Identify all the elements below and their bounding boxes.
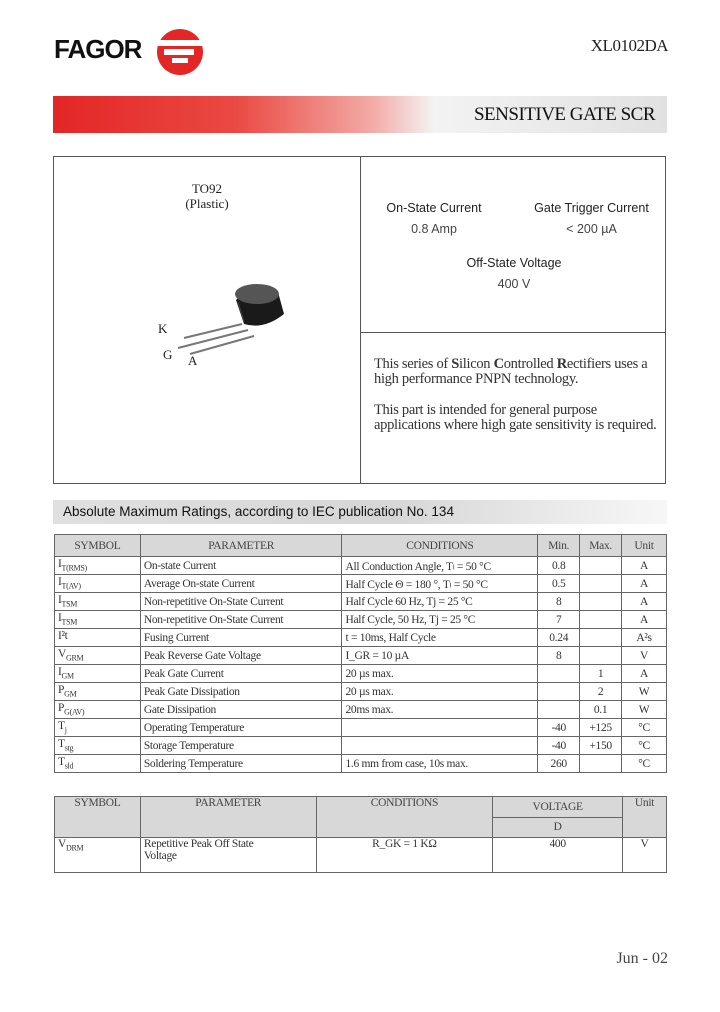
off-state-value: 400 V	[497, 277, 531, 291]
ratings-cell-conditions: Half Cycle, 50 Hz, Tj = 25 °C	[342, 611, 538, 629]
ratings-cell-min: 0.24	[538, 629, 580, 647]
pin-a-label: A	[188, 353, 198, 368]
symbol-main: I	[58, 612, 62, 625]
ratings-cell-max	[580, 575, 622, 593]
ratings-cell-parameter: Fusing Current	[140, 629, 342, 647]
ratings-cell-unit: °C	[622, 737, 667, 755]
ratings-cell-parameter: Storage Temperature	[140, 737, 342, 755]
ratings-cell-conditions: Half Cycle 60 Hz, Tj = 25 °C	[342, 593, 538, 611]
brand-logo-text: FAGOR	[54, 34, 142, 64]
pin-k-label: K	[158, 321, 168, 336]
ratings-cell-parameter: Peak Gate Dissipation	[140, 683, 342, 701]
desc-bold-s: S	[451, 356, 460, 372]
ratings-row	[55, 737, 667, 755]
ratings-cell-conditions: Half Cycle Θ = 180 °, Tₗ = 50 °C	[342, 575, 538, 593]
ratings-cell-conditions: 20ms max.	[342, 701, 538, 719]
ratings-cell-parameter: Operating Temperature	[140, 719, 342, 737]
off-state-label: Off-State Voltage	[466, 256, 562, 270]
symbol-sub: TSM	[61, 617, 78, 627]
ratings-cell-max	[580, 755, 622, 773]
ratings-cell-conditions: 20 µs max.	[342, 683, 538, 701]
v-conditions: R_GK = 1 KΩ	[316, 838, 493, 873]
ratings-cell-min: 260	[538, 755, 580, 773]
symbol-main: T	[58, 738, 65, 751]
ratings-cell-max	[580, 629, 622, 647]
voltage-header-row	[55, 797, 667, 818]
ratings-cell-unit: °C	[622, 755, 667, 773]
voltage-table	[54, 796, 667, 873]
gate-trigger-value: < 200 µA	[566, 222, 617, 236]
ratings-cell-conditions: 20 µs max.	[342, 665, 538, 683]
fagor-logo-icon	[150, 27, 210, 77]
ratings-row	[55, 575, 667, 593]
col-unit: Unit	[622, 535, 667, 557]
ratings-cell-symbol	[55, 701, 141, 719]
description-paragraph-1	[374, 357, 664, 387]
ratings-cell-symbol	[55, 683, 141, 701]
ratings-cell-min: -40	[538, 737, 580, 755]
symbol-main: I²t	[58, 630, 68, 643]
ratings-cell-symbol	[55, 593, 141, 611]
title-banner	[53, 96, 667, 133]
symbol-sub: G(AV)	[64, 707, 85, 717]
banner-title: SENSITIVE GATE SCR	[473, 104, 655, 125]
desc-bold-c: C	[493, 356, 504, 372]
symbol-main: P	[58, 684, 65, 697]
ratings-cell-parameter: Soldering Temperature	[140, 755, 342, 773]
symbol-main: I	[58, 594, 62, 607]
ratings-row	[55, 629, 667, 647]
pin-g-label: G	[163, 347, 173, 362]
v-col-voltage: VOLTAGE	[493, 797, 623, 818]
ratings-cell-unit: A²s	[622, 629, 667, 647]
v-symbol-main: V	[58, 838, 67, 850]
ratings-cell-min: 8	[538, 593, 580, 611]
ratings-cell-symbol	[55, 575, 141, 593]
ratings-cell-max	[580, 593, 622, 611]
ratings-cell-conditions: 1.6 mm from case, 10s max.	[342, 755, 538, 773]
ratings-cell-min	[538, 683, 580, 701]
ratings-cell-min	[538, 701, 580, 719]
ratings-row	[55, 683, 667, 701]
ratings-cell-conditions	[342, 719, 538, 737]
description	[374, 357, 664, 449]
desc-text: This series of	[374, 356, 452, 372]
v-col-symbol: SYMBOL	[55, 797, 141, 838]
symbol-sub: T(AV)	[61, 581, 81, 591]
ratings-cell-parameter: On-state Current	[140, 557, 342, 575]
ratings-cell-parameter: Average On-state Current	[140, 575, 342, 593]
v-symbol	[55, 838, 141, 873]
to92-package-illustration	[164, 272, 294, 362]
symbol-main: T	[58, 720, 65, 733]
symbol-main: T	[58, 756, 65, 769]
ratings-cell-symbol	[55, 611, 141, 629]
ratings-cell-unit: A	[622, 593, 667, 611]
ratings-cell-parameter: Non-repetitive On-State Current	[140, 593, 342, 611]
symbol-sub: stg	[64, 743, 74, 753]
ratings-cell-parameter: Peak Reverse Gate Voltage	[140, 647, 342, 665]
symbol-main: P	[58, 702, 65, 715]
ratings-cell-max	[580, 647, 622, 665]
ratings-cell-conditions: I_GR = 10 µA	[342, 647, 538, 665]
ratings-cell-symbol	[55, 557, 141, 575]
ratings-row	[55, 719, 667, 737]
symbol-sub: GRM	[66, 653, 84, 663]
symbol-main: I	[58, 666, 62, 679]
voltage-data-row	[55, 838, 667, 873]
ratings-cell-symbol	[55, 629, 141, 647]
ratings-cell-symbol	[55, 719, 141, 737]
v-col-parameter: PARAMETER	[140, 797, 316, 838]
ratings-cell-max: +125	[580, 719, 622, 737]
info-box	[53, 156, 666, 484]
symbol-main: I	[58, 576, 62, 589]
ratings-cell-symbol	[55, 665, 141, 683]
ratings-title: Absolute Maximum Ratings, according to IEC publication No. 134	[63, 504, 454, 519]
part-number: XL0102DA	[590, 36, 668, 55]
ratings-cell-max	[580, 557, 622, 575]
ratings-header-row	[55, 535, 667, 557]
ratings-cell-parameter: Non-repetitive On-State Current	[140, 611, 342, 629]
ratings-cell-min: 0.8	[538, 557, 580, 575]
desc-text: ectifiers uses a high performance PNPN technology.	[374, 356, 648, 387]
ratings-row	[55, 647, 667, 665]
desc-bold-r: R	[556, 356, 567, 372]
ratings-table	[54, 534, 667, 773]
package-label	[54, 181, 360, 211]
ratings-cell-unit: A	[622, 557, 667, 575]
ratings-cell-unit: A	[622, 611, 667, 629]
col-symbol: SYMBOL	[55, 535, 141, 557]
on-state-value: 0.8 Amp	[411, 222, 457, 236]
ratings-cell-min	[538, 665, 580, 683]
ratings-cell-symbol	[55, 737, 141, 755]
ratings-cell-min: 8	[538, 647, 580, 665]
ratings-cell-parameter: Gate Dissipation	[140, 701, 342, 719]
symbol-sub: GM	[64, 689, 77, 699]
col-conditions: CONDITIONS	[342, 535, 538, 557]
ratings-cell-unit: A	[622, 575, 667, 593]
ratings-row	[55, 701, 667, 719]
ratings-row	[55, 557, 667, 575]
v-unit: V	[623, 838, 667, 873]
on-state-label: On-State Current	[386, 201, 482, 215]
ratings-cell-max: 2	[580, 683, 622, 701]
ratings-cell-symbol	[55, 755, 141, 773]
ratings-row	[55, 665, 667, 683]
ratings-cell-conditions: All Conduction Angle, Tₗ = 50 °C	[342, 557, 538, 575]
col-min: Min.	[538, 535, 580, 557]
ratings-row	[55, 611, 667, 629]
ratings-cell-symbol	[55, 647, 141, 665]
ratings-cell-max	[580, 611, 622, 629]
ratings-cell-max: 0.1	[580, 701, 622, 719]
symbol-main: V	[58, 648, 67, 661]
v-symbol-sub: DRM	[66, 843, 84, 853]
v-param-line2: Voltage	[143, 850, 177, 862]
v-col-conditions: CONDITIONS	[316, 797, 493, 838]
symbol-main: I	[58, 558, 62, 571]
v-param-line1: Repetitive Peak Off State	[143, 838, 254, 850]
ratings-cell-conditions	[342, 737, 538, 755]
ratings-cell-unit: A	[622, 665, 667, 683]
symbol-sub: j	[64, 725, 67, 735]
desc-text: ilicon	[459, 356, 494, 372]
divider-vertical	[360, 157, 361, 483]
ratings-cell-unit: °C	[622, 719, 667, 737]
v-parameter	[140, 838, 316, 873]
ratings-cell-max: 1	[580, 665, 622, 683]
ratings-cell-min: 0.5	[538, 575, 580, 593]
ratings-cell-max: +150	[580, 737, 622, 755]
divider-horizontal	[361, 332, 666, 333]
ratings-cell-min: 7	[538, 611, 580, 629]
symbol-sub: sld	[64, 761, 74, 771]
gate-trigger-label: Gate Trigger Current	[534, 201, 649, 215]
v-col-unit: Unit	[623, 797, 667, 838]
desc-text: ontrolled	[503, 356, 557, 372]
package-name: TO92	[191, 181, 223, 196]
v-value: 400	[493, 838, 623, 873]
footer-date: Jun - 02	[616, 950, 668, 967]
symbol-sub: TSM	[61, 599, 78, 609]
symbol-sub: T(RMS)	[61, 563, 87, 573]
ratings-cell-unit: V	[622, 647, 667, 665]
col-max: Max.	[580, 535, 622, 557]
ratings-cell-unit: W	[622, 701, 667, 719]
ratings-cell-parameter: Peak Gate Current	[140, 665, 342, 683]
v-col-voltage-sub: D	[493, 817, 623, 838]
package-type: (Plastic)	[185, 196, 229, 211]
ratings-cell-min: -40	[538, 719, 580, 737]
description-paragraph-2: This part is intended for general purpose applications where high gate sensitivity is required.	[374, 402, 657, 433]
ratings-cell-unit: W	[622, 683, 667, 701]
col-parameter: PARAMETER	[140, 535, 342, 557]
symbol-sub: GM	[61, 671, 74, 681]
ratings-row	[55, 593, 667, 611]
ratings-row	[55, 755, 667, 773]
ratings-section-header	[53, 500, 667, 524]
ratings-cell-conditions: t = 10ms, Half Cycle	[342, 629, 538, 647]
